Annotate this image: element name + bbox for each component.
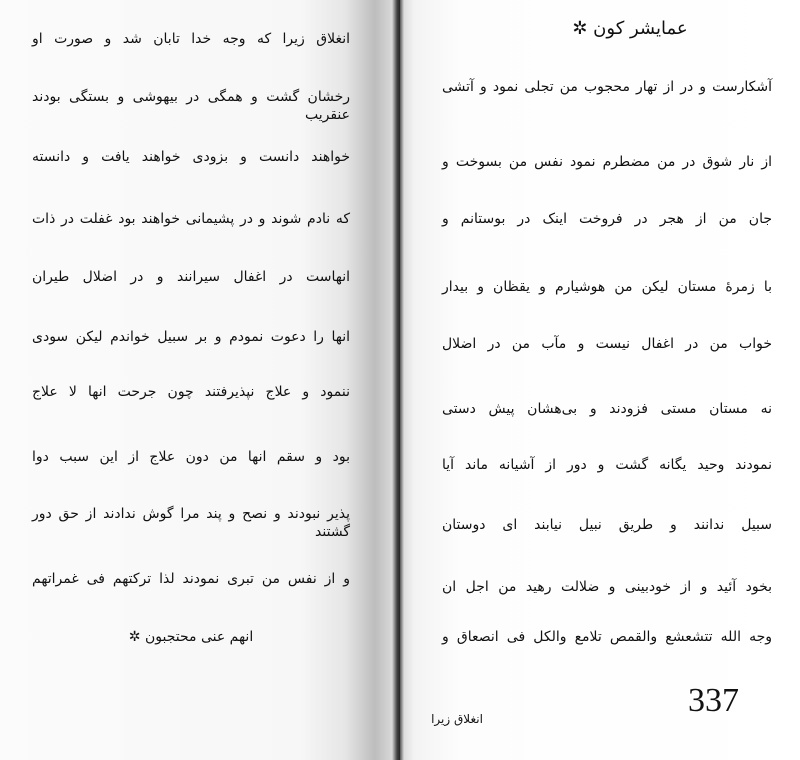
text-line: با زمرهٔ مستان لیکن من هوشیارم و یقظان و بیدار [442,279,772,295]
text-line: که نادم شوند و در پشیمانی خواهند بود غفلت در ذات [32,211,350,227]
text-line: آشکارست و در از تهار محجوب من تجلی نمود و آتشی [442,79,772,95]
text-line: انهم عنی محتجبون ✲ [128,629,254,645]
text-line: و از نفس من تبری نمودند لذا ترکتهم فی غمراتهم [32,571,350,587]
text-line: انها را دعوت نمودم و بر سبیل خواندم لیکن سودی [32,329,350,345]
text-line: از نار شوق در من مضطرم نمود نفس من بسوخت و [442,154,772,170]
text-line: سبیل ندانند و طریق نبیل نیابند ای دوستان [442,517,772,533]
text-line: رخشان گشت و همگی در بیهوشی و بستگی بودند عنقریب [32,89,350,123]
text-line: خواب من در اغفال نیست و مآب من در اضلال [442,336,772,352]
section-title: عمایشر کون ✲ [572,18,688,39]
text-line: انهاست در اغفال سیرانند و در اضلال طیران [32,269,350,285]
text-line: بود و سقم انها من دون علاج از این سبب دوا [32,449,350,465]
page-number: 337 [688,682,739,719]
text-line: وجه الله تتشعشع والقمص تلامع والکل فی انصعاق و [442,629,772,645]
text-line: جان من از هجر در فروخت اینک در بوستانم و [442,211,772,227]
text-line: بخود آئید و از خودبینی و ضلالت رهید من اجل ان [442,579,772,595]
text-line: خواهند دانست و بزودی خواهند یافت و دانسته [32,149,350,165]
right-page [400,0,800,760]
text-line: نمودند وحید یگانه گشت و دور از آشیانه ماند آیا [442,457,772,473]
text-line: ننمود و علاج نپذیرفتند چون جرحت انها لا علاج [32,384,350,400]
text-line: پذیر نبودند و نصح و پند مرا گوش ندادند از حق دور گشتند [32,506,350,540]
text-line: انغلاق زیرا که وجه خدا تابان شد و صورت او [32,31,350,47]
catchword: انغلاق زیرا [431,712,483,726]
text-line: نه مستان مستی فزودند و بی‌هشان پیش دستی [442,401,772,417]
